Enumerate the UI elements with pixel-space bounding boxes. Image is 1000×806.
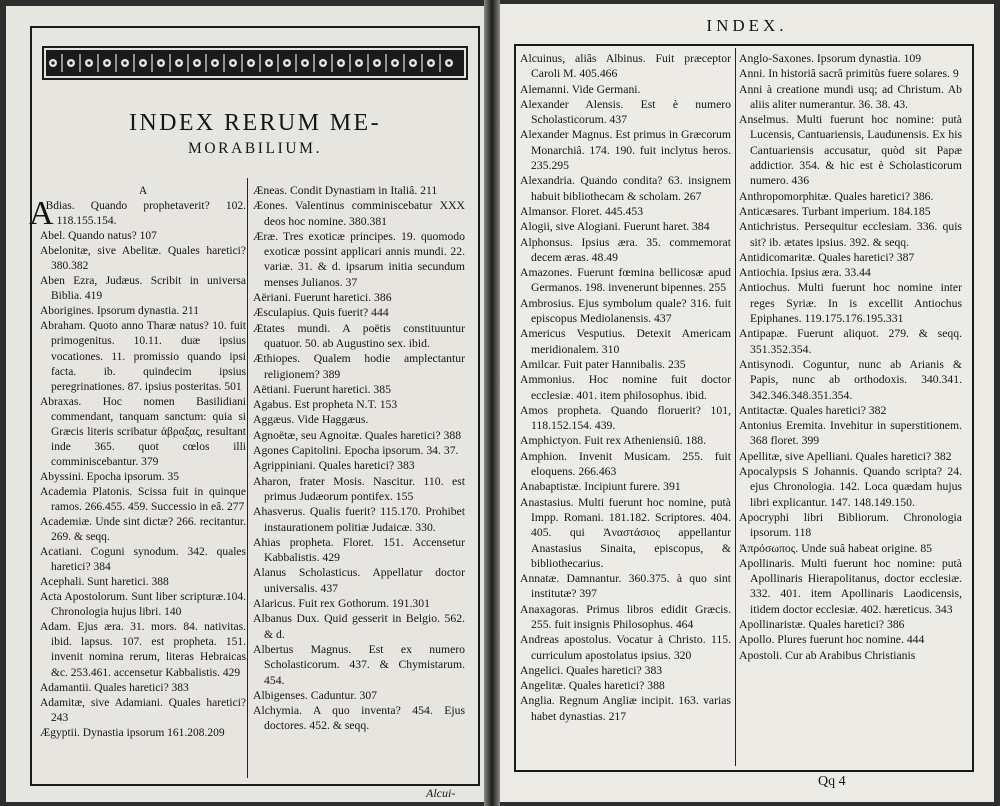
index-entry: Aharon, frater Mosis. Nascitur. 110. est primus Judæorum pontifex. 155: [253, 474, 465, 503]
index-entry: Antipapæ. Fuerunt aliquot. 279. & seqq. 351.352.354.: [739, 327, 962, 356]
index-entry: Alphonsus. Ipsius æra. 35. commemorat decem æras. 48.49: [520, 235, 731, 264]
index-entry: Andreas apostolus. Vocatur à Christo. 115. curriculum apostolatus ipsius. 320: [520, 633, 731, 662]
index-entry: Acatiani. Coguni synodum. 342. quales haretici? 384: [40, 546, 246, 574]
catchword: Alcui-: [426, 786, 456, 800]
index-entry: Agones Capitolini. Epocha ipsorum. 34. 37.: [253, 444, 459, 458]
index-entry: Anni à creatione mundi usq; ad Christum. Ab aliis aliter numerantur. 36. 38. 43.: [739, 82, 962, 111]
index-entry: Aëriani. Fuerunt haretici. 386: [253, 291, 392, 305]
column-divider: [247, 178, 248, 778]
right-page-column-2: [739, 51, 962, 663]
index-entry: A Bdias. Quando prophetaverit? 102. 118.155.154.: [29, 195, 246, 233]
index-entry: Antitactæ. Quales haretici? 382: [739, 403, 887, 417]
section-letter: A: [138, 185, 148, 197]
index-entry: Abraxas. Hoc nomen Basilidiani commendant, tanquam sanctum: quia si Græcis literis scribatur ἀβραξας, resultant inde 365. quot cœlos illi comminiscebantur. 379: [40, 395, 246, 468]
index-entry: Amphion. Invenit Musicam. 255. fuit eloquens. 266.463: [520, 449, 731, 479]
index-entry: Alanus Scholasticus. Appellatur doctor universalis. 437: [253, 566, 465, 595]
index-entry: Ahasverus. Qualis fuerit? 115.170. Prohibet instaurationem politiæ Judaicæ. 330.: [253, 505, 465, 534]
index-entry: Anticæsares. Turbant imperium. 184.185: [739, 204, 931, 218]
index-entry: Anaxagoras. Primus libros edidit Græcis. 255. fuit insignis Philosophus. 464: [520, 602, 731, 631]
index-entry: Ἀπρόσωπος. Unde suâ habeat origine. 85: [739, 541, 933, 555]
index-entry: Apollo. Plures fuerunt hoc nomine. 444: [739, 633, 925, 647]
index-entry: Antiochus. Multi fuerunt hoc nomine inter reges Syriæ. In is excellit Antiochus Epiphanes. 119.175.176.195.331: [739, 281, 962, 326]
index-entry: Agrippiniani. Quales haretici? 383: [253, 459, 415, 473]
index-entry: Æneas. Condit Dynastiam in Italiâ. 211: [253, 184, 438, 197]
right-page-border: [514, 44, 974, 772]
index-entry: Apocalypsis S Johannis. Quando scripta? 24. ejus Chronologia. 142. Loca quædam hujus libri explicantur. 147. 148.149.150.: [739, 465, 962, 509]
index-entry: Academiæ. Unde sint dictæ? 266. recitantur. 269. & seqq.: [40, 516, 246, 544]
left-page-column-2: [253, 183, 465, 734]
index-entry: Amilcar. Fuit pater Hannibalis. 235: [520, 357, 686, 371]
index-entry: Alexander Alensis. Est è numero Scholasticorum. 437: [520, 97, 731, 127]
column-divider: [735, 48, 736, 766]
index-entry: Amazones. Fuerunt fœmina bellicosæ apud Germanos. 198. invenerunt bipennes. 255: [520, 266, 731, 295]
index-entry: Anglo-Saxones. Ipsorum dynastia. 109: [739, 52, 922, 65]
index-entry: Ambrosius. Ejus symbolum quale? 316. fuit episcopus Mediolanensis. 437: [520, 296, 731, 326]
index-entry: Aborigines. Ipsorum dynastia. 211: [40, 305, 199, 318]
running-head: INDEX.: [706, 16, 788, 35]
index-entry: Annatæ. Damnantur. 360.375. à quo sint institutæ? 397: [520, 572, 731, 601]
index-entry: Apollinaris. Multi fuerunt hoc nomine: putà Apollinaris Hierapolitanus, doctor ecclesiæ. 332. 401. item Apollinaris Laodicensis, itidem doctor ecclesiæ. 402. hæreticus. 343: [739, 556, 962, 616]
index-entry: Aben Ezra, Judæus. Scribit in universa Biblia. 419: [40, 275, 246, 303]
index-entry: Abyssini. Epocha ipsorum. 35: [40, 470, 179, 483]
index-entry: Anselmus. Multi fuerunt hoc nomine: putà Lucensis, Cantuariensis, Laudunensis. Ex his Cantuariensis accusatur, quòd sit Papæ addictior. 354. & hic est è Scholasticorum numero. 436: [739, 113, 962, 188]
left-page: [6, 6, 484, 802]
index-entry: Apollinaristæ. Quales haretici? 386: [739, 617, 905, 631]
index-entry: Aggæus. Vide Haggæus.: [253, 413, 369, 427]
index-entry: Alchymia. A quo inventa? 454. Ejus doctores. 452. & seqq.: [253, 704, 465, 733]
index-entry: Academia Platonis. Scissa fuit in quinque ramos. 266.455. 459. Successio in eâ. 277: [40, 485, 246, 513]
index-entry: Apostoli. Cur ab Arabibus Christianis: [739, 648, 916, 662]
index-entry: Acephali. Sunt haretici. 388: [40, 576, 169, 589]
index-entry: Anthropomorphitæ. Quales haretici? 386.: [739, 189, 934, 203]
index-entry: Apocryphi libri Bibliorum. Chronologia ipsorum. 118: [739, 510, 962, 540]
index-entry: Alexander Magnus. Est primus in Græcorum Monarchiâ. 174. 190. fuit inclytus heros. 235.295: [520, 128, 731, 173]
index-entry: Æones. Valentinus comminiscebatur XXX deos hoc nomine. 380.381: [253, 199, 465, 228]
index-entry: Ætates mundi. A poëtis constituuntur quatuor. 50. ab Augustino sex. ibid.: [253, 321, 465, 350]
index-entry: Anastasius. Multi fuerunt hoc nomine, putà Impp. Romani. 181.182. Scriptores. 404. 405. qui Ἀναστάσιος appellantur Anastasius Sinaita, episcopus, & bibliothecarius.: [520, 495, 731, 570]
index-entry: Albertus Magnus. Est ex numero Scholasticorum. 437. & Chymistarum. 454.: [253, 642, 465, 687]
index-entry: Æræ. Tres exoticæ principes. 19. quomodo exoticæ possint applicari annis mundi. 22. variæ. 31. & d. ipsarum initia secundum menses Julianos. 37: [253, 229, 465, 289]
index-entry: Antichristus. Persequitur ecclesiam. 336. quis sit? ib. ætates ipsius. 392. & seqq.: [739, 220, 962, 249]
index-entry: Abel. Quando natus? 107: [40, 230, 157, 243]
index-entry: Adamantii. Quales haretici? 383: [40, 681, 189, 694]
index-entry: Almansor. Floret. 445.453: [520, 204, 644, 218]
index-entry: Antidicomaritæ. Quales haretici? 387: [739, 250, 915, 264]
drop-cap: A: [29, 195, 54, 233]
ornamental-header-band: [42, 46, 468, 80]
index-title: INDEX RERUM ME-: [129, 110, 381, 136]
index-entry: Antisynodi. Coguntur, nunc ab Arianis & Papis, nunc ab orthodoxis. 340.341. 342.346.348.351.354.: [739, 357, 962, 402]
index-entry: Albanus Dux. Quid gesserit in Belgio. 562. & d.: [253, 612, 465, 641]
index-entry: Agabus. Est propheta N.T. 153: [253, 398, 398, 412]
index-entry: Adam. Ejus æra. 31. mors. 84. nativitas. ibid. lapsus. 107. est propheta. 151. invenit nomina rerum, literas Hebraicas &c. 253.461. accensetur Kabbalistis. 429: [40, 621, 246, 679]
index-entry: Albigenses. Caduntur. 307: [253, 688, 378, 702]
index-entry: Antonius Eremita. Invehitur in superstitionem. 368 floret. 399: [739, 419, 962, 448]
left-page-column-1: [29, 183, 246, 741]
index-entry: Angelitæ. Quales haretici? 388: [520, 679, 665, 693]
index-entry: Alaricus. Fuit rex Gothorum. 191.301: [253, 597, 430, 611]
index-entry: Ægyptii. Dynastia ipsorum 161.208.209: [40, 726, 225, 739]
index-entry: Apellitæ, sive Apelliani. Quales haretici? 382: [739, 449, 952, 463]
index-entry: Alemanni. Vide Germani.: [520, 82, 641, 96]
index-entry: Antiochia. Ipsius æra. 33.44: [739, 266, 871, 280]
right-page: [500, 4, 994, 802]
index-entry: Ahias propheta. Floret. 151. Accensetur Kabbalistis. 429: [253, 535, 465, 565]
left-page-border: [30, 26, 480, 786]
index-entry: Angelici. Quales haretici? 383: [520, 663, 663, 677]
book-gutter: [484, 0, 500, 806]
index-entry: Alexandria. Quando condita? 63. insignem habuit bibliothecam & scholam. 267: [520, 174, 731, 203]
index-entry: Adamitæ, sive Adamiani. Quales haretici? 243: [40, 696, 246, 724]
index-entry: Alcuinus, aliâs Albinus. Fuit præceptor Caroli M. 405.466: [520, 52, 731, 81]
index-entry: Amos propheta. Quando floruerit? 101, 118.152.154. 439.: [520, 403, 731, 433]
index-entry: Anglia. Regnum Angliæ incipit. 163. varias habet dynastias. 217: [520, 694, 731, 723]
index-subtitle: MORABILIUM.: [187, 140, 323, 157]
index-entry: Æthiopes. Qualem hodie amplectantur religionem? 389: [253, 352, 465, 381]
index-entry: Anabaptistæ. Incipiunt furere. 391: [520, 480, 681, 494]
index-entry: Aëtiani. Fuerunt haretici. 385: [253, 382, 391, 396]
index-entry: Æsculapius. Quis fuerit? 444: [253, 306, 389, 320]
index-entry: Americus Vesputius. Detexit Americam meridionalem. 310: [520, 327, 731, 356]
index-entry: Abraham. Quoto anno Tharæ natus? 10. fuit primogenitus. 10.11. duæ ipsius vocationes. 11. promissio quando ipsi facta. ib. quindecim ipsius peregrinationes. 87. ipsius posteritas. 501: [40, 320, 246, 393]
index-entry: Acta Apostolorum. Sunt liber scripturæ.104. Chronologia hujus libri. 140: [40, 591, 246, 619]
index-entry: Abelonitæ, sive Abelitæ. Quales haretici? 380.382: [40, 245, 246, 273]
index-entry: Anni. In historiâ sacrâ primitùs fuere solares. 9: [739, 67, 959, 81]
signature-mark: Qq 4: [818, 774, 846, 789]
index-entry: Ammonius. Hoc nomine fuit doctor ecclesiæ. 401. item philosophus. ibid.: [520, 373, 731, 402]
right-page-column-1: [520, 51, 731, 724]
index-entry: Alogii, sive Alogiani. Fuerunt haret. 384: [520, 220, 710, 234]
index-entry: Amphictyon. Fuit rex Atheniensiû. 188.: [520, 434, 707, 448]
index-entry: Agnoëtæ, seu Agnoitæ. Quales haretici? 388: [253, 428, 462, 442]
